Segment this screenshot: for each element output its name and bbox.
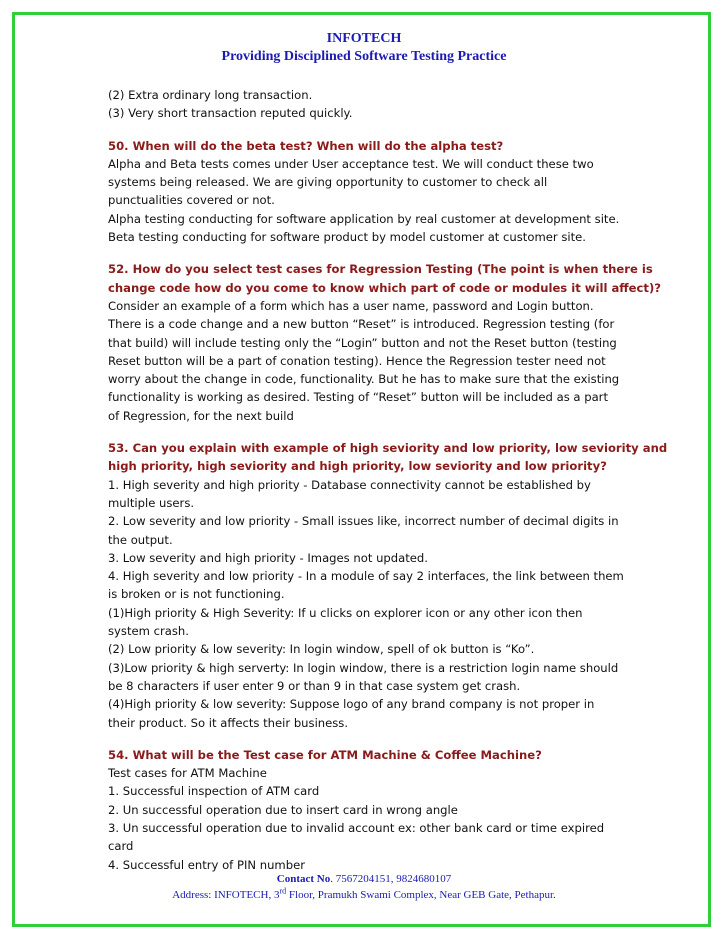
answer-line: Alpha and Beta tests comes under User acceptance test. We will conduct these two bbox=[108, 156, 594, 171]
page-header bbox=[0, 30, 728, 66]
answer-line: 1. High severity and high priority - Database connectivity cannot be established by bbox=[108, 477, 591, 492]
answer-line: of Regression, for the next build bbox=[108, 408, 294, 423]
answer-line: 2. Low severity and low priority - Small issues like, incorrect number of decimal digits in bbox=[108, 514, 619, 529]
answer-line: 3. Un successful operation due to invalid account ex: other bank card or time expired bbox=[108, 820, 605, 835]
question-line: high priority, high seviority and high priority, low seviority and low priority? bbox=[108, 459, 607, 474]
answer-line: Beta testing conducting for software product by model customer at customer site. bbox=[108, 230, 586, 245]
answer-line: There is a code change and a new button “Reset” is introduced. Regression testing (for bbox=[108, 317, 615, 332]
address-superscript: rd bbox=[279, 886, 287, 896]
qa-section-52 bbox=[108, 260, 661, 425]
answer-line: system crash. bbox=[108, 624, 189, 639]
question-line: 54. What will be the Test case for ATM Machine & Coffee Machine? bbox=[108, 747, 542, 762]
answer-line: 2. Un successful operation due to insert card in wrong angle bbox=[108, 802, 458, 817]
answer-line: (4)High priority & low severity: Suppose logo of any brand company is not proper in bbox=[108, 697, 595, 712]
answer-line: punctualities covered or not. bbox=[108, 193, 275, 208]
answer-line: systems being released. We are giving opportunity to customer to check all bbox=[108, 175, 548, 190]
qa-section-50 bbox=[108, 137, 628, 247]
answer-line: card bbox=[108, 839, 134, 854]
answer-line: (1)High priority & High Severity: If u clicks on explorer icon or any other icon then bbox=[108, 605, 583, 620]
contact-line bbox=[0, 871, 728, 887]
answer-line: (2) Low priority & low severity: In login window, spell of ok button is “Ko”. bbox=[108, 642, 535, 657]
question-line: change code how do you come to know which part of code or modules it will affect)? bbox=[108, 280, 661, 295]
answer-line: be 8 characters if user enter 9 or than 9 in that case system get crash. bbox=[108, 678, 521, 693]
text-line: (2) Extra ordinary long transaction. bbox=[108, 88, 313, 102]
page-footer bbox=[0, 871, 728, 903]
question-line: 53. Can you explain with example of high seviority and low priority, low seviority and bbox=[108, 441, 668, 456]
qa-section-53 bbox=[108, 439, 668, 732]
contact-label: Contact No bbox=[276, 873, 331, 885]
address-line bbox=[0, 887, 728, 903]
answer-line: their product. So it affects their business. bbox=[108, 715, 349, 730]
question-line: 50. When will do the beta test? When will do the alpha test? bbox=[108, 138, 504, 153]
question-line: 52. How do you select test cases for Regression Testing (The point is when there is bbox=[108, 262, 653, 277]
intro-block bbox=[108, 86, 628, 123]
org-name: INFOTECH bbox=[326, 31, 402, 46]
answer-line: is broken or is not functioning. bbox=[108, 587, 285, 602]
qa-section-54 bbox=[108, 746, 628, 874]
answer-line: Test cases for ATM Machine bbox=[108, 766, 267, 781]
answer-line: the output. bbox=[108, 532, 173, 547]
answer-line: 1. Successful inspection of ATM card bbox=[108, 784, 320, 799]
answer-line: worry about the change in code, functionality. But he has to make sure that the existing bbox=[108, 372, 620, 387]
answer-line: (3)Low priority & high serverty: In login window, there is a restriction login name should bbox=[108, 660, 619, 675]
contact-numbers: . 7567204151, 9824680107 bbox=[330, 873, 452, 885]
answer-line: functionality is working as desired. Testing of “Reset” button will be included as a part bbox=[108, 390, 608, 405]
answer-line: Reset button will be a part of conation testing). Hence the Regression tester need not bbox=[108, 353, 606, 368]
address-prefix: Address: INFOTECH, 3 bbox=[172, 889, 280, 901]
text-line: (3) Very short transaction reputed quickly. bbox=[108, 106, 353, 121]
answer-line: 3. Low severity and high priority - Images not updated. bbox=[108, 550, 428, 565]
answer-line: that build) will include testing only the “Login” button and not the Reset button (testing bbox=[108, 335, 617, 350]
answer-line: multiple users. bbox=[108, 495, 195, 510]
answer-line: Alpha testing conducting for software application by real customer at development site. bbox=[108, 211, 620, 226]
org-tagline: Providing Disciplined Software Testing Practice bbox=[221, 49, 507, 64]
address-suffix: Floor, Pramukh Swami Complex, Near GEB Gate, Pethapur. bbox=[286, 889, 556, 901]
answer-line: 4. Successful entry of PIN number bbox=[108, 857, 305, 872]
answer-line: 4. High severity and low priority - In a module of say 2 interfaces, the link between them bbox=[108, 569, 624, 584]
document-body bbox=[108, 86, 668, 874]
answer-line: Consider an example of a form which has a user name, password and Login button. bbox=[108, 298, 594, 313]
